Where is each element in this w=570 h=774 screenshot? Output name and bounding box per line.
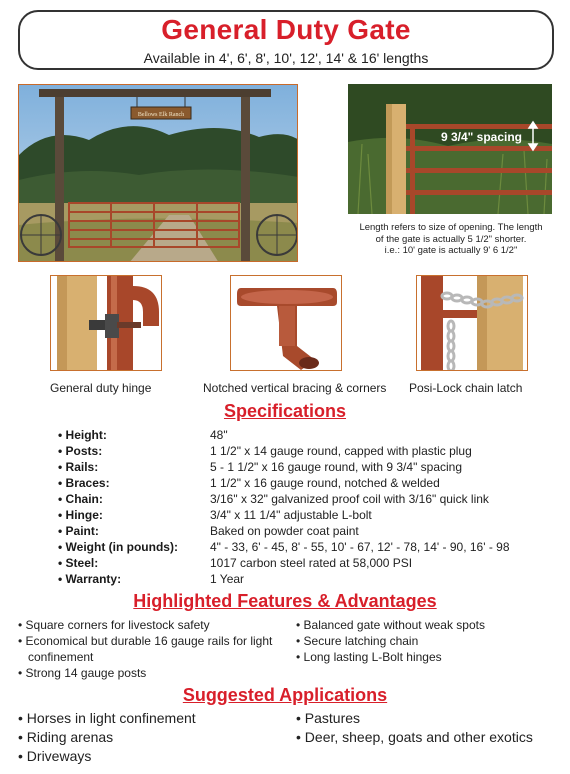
spec-value: 3/16" x 32" galvanized proof coil with 3/16" quick link xyxy=(210,492,489,506)
spec-label: • Weight (in pounds): xyxy=(58,540,178,554)
chain-latch-icon xyxy=(417,276,528,371)
spec-label: • Posts: xyxy=(58,444,103,458)
hinge-icon xyxy=(51,276,162,371)
applications-heading: Suggested Applications xyxy=(182,685,388,705)
list-item: • Economical but durable 16 gauge rails for light confinement xyxy=(18,634,273,664)
list-item: • Balanced gate without weak spots xyxy=(296,618,485,632)
spec-row-steel xyxy=(58,555,558,571)
spec-value: 1 1/2" x 14 gauge round, capped with plastic plug xyxy=(210,444,472,458)
rail-spacing-photo xyxy=(348,84,552,214)
brace-icon xyxy=(231,276,342,371)
spec-value: 48" xyxy=(210,428,228,442)
list-item: • Deer, sheep, goats and other exotics xyxy=(296,729,533,745)
chain-caption: Posi-Lock chain latch xyxy=(409,381,523,395)
features-right-list xyxy=(296,617,558,665)
spec-value: 1017 carbon steel rated at 58,000 PSI xyxy=(210,556,413,570)
list-item: • Strong 14 gauge posts xyxy=(18,666,147,680)
spec-label: • Hinge: xyxy=(58,508,103,522)
spec-row-height xyxy=(58,427,558,443)
list-item: • Pastures xyxy=(296,710,361,726)
spec-row-hinge xyxy=(58,507,558,523)
features-left-list xyxy=(18,617,288,681)
list-item: • Riding arenas xyxy=(18,729,114,745)
spec-label: • Steel: xyxy=(58,556,99,570)
spec-row-paint xyxy=(58,523,558,539)
spec-value: 1 1/2" x 16 gauge round, notched & welded xyxy=(210,476,440,490)
spec-label: • Braces: xyxy=(58,476,110,490)
spec-label: • Height: xyxy=(58,428,107,442)
applications-left-list xyxy=(18,709,288,766)
spec-row-weight xyxy=(58,539,558,555)
spacing-callout: 9 3/4" spacing xyxy=(440,130,522,144)
page-title: General Duty Gate xyxy=(161,14,411,45)
specifications-heading: Specifications xyxy=(223,401,347,421)
brace-caption: Notched vertical bracing & corners xyxy=(203,381,387,395)
spec-label: • Paint: xyxy=(58,524,99,538)
spec-row-braces xyxy=(58,475,558,491)
spec-value: Baked on powder coat paint xyxy=(210,524,359,538)
spec-value: 1 Year xyxy=(210,572,245,586)
spec-value: 5 - 1 1/2" x 16 gauge round, with 9 3/4" spacing xyxy=(210,460,463,474)
ranch-sign-text: Bellows Elk Ranch xyxy=(137,112,185,118)
length-note-line: Length refers to size of opening. The length xyxy=(359,222,543,233)
spec-value: 4" - 33, 6' - 45, 8' - 55, 10' - 67, 12' - 78, 14' - 90, 16' - 98 xyxy=(210,540,510,554)
hinge-caption: General duty hinge xyxy=(50,381,152,395)
features-heading: Highlighted Features & Advantages xyxy=(133,591,437,611)
applications-right-list xyxy=(296,709,558,747)
spec-label: • Rails: xyxy=(58,460,99,474)
chain-detail-photo xyxy=(416,275,528,371)
list-item: • Secure latching chain xyxy=(296,634,419,648)
hinge-detail-photo xyxy=(50,275,162,371)
spec-label: • Warranty: xyxy=(58,572,122,586)
spec-row-chain xyxy=(58,491,558,507)
header-box xyxy=(18,10,554,70)
spec-row-rails xyxy=(58,459,558,475)
length-note-line: i.e.: 10' gate is actually 9' 6 1/2" xyxy=(384,245,518,256)
list-item: • Long lasting L-Bolt hinges xyxy=(296,650,442,664)
ranch-gate-photo xyxy=(18,84,298,262)
length-note-line: of the gate is actually 5 1/2" shorter. xyxy=(375,233,527,245)
spec-row-posts xyxy=(58,443,558,459)
brace-detail-photo xyxy=(230,275,342,371)
spec-label: • Chain: xyxy=(58,492,103,506)
list-item: • Horses in light confinement xyxy=(18,710,196,726)
length-note xyxy=(336,222,566,257)
spec-row-warranty xyxy=(58,571,558,587)
page-subtitle: Available in 4', 6', 8', 10', 12', 14' & 16' lengths xyxy=(143,50,429,66)
list-item: • Square corners for livestock safety xyxy=(18,618,210,632)
specifications-list xyxy=(58,427,558,587)
spec-value: 3/4" x 11 1/4" adjustable L-bolt xyxy=(210,508,372,522)
list-item: • Driveways xyxy=(18,748,92,764)
